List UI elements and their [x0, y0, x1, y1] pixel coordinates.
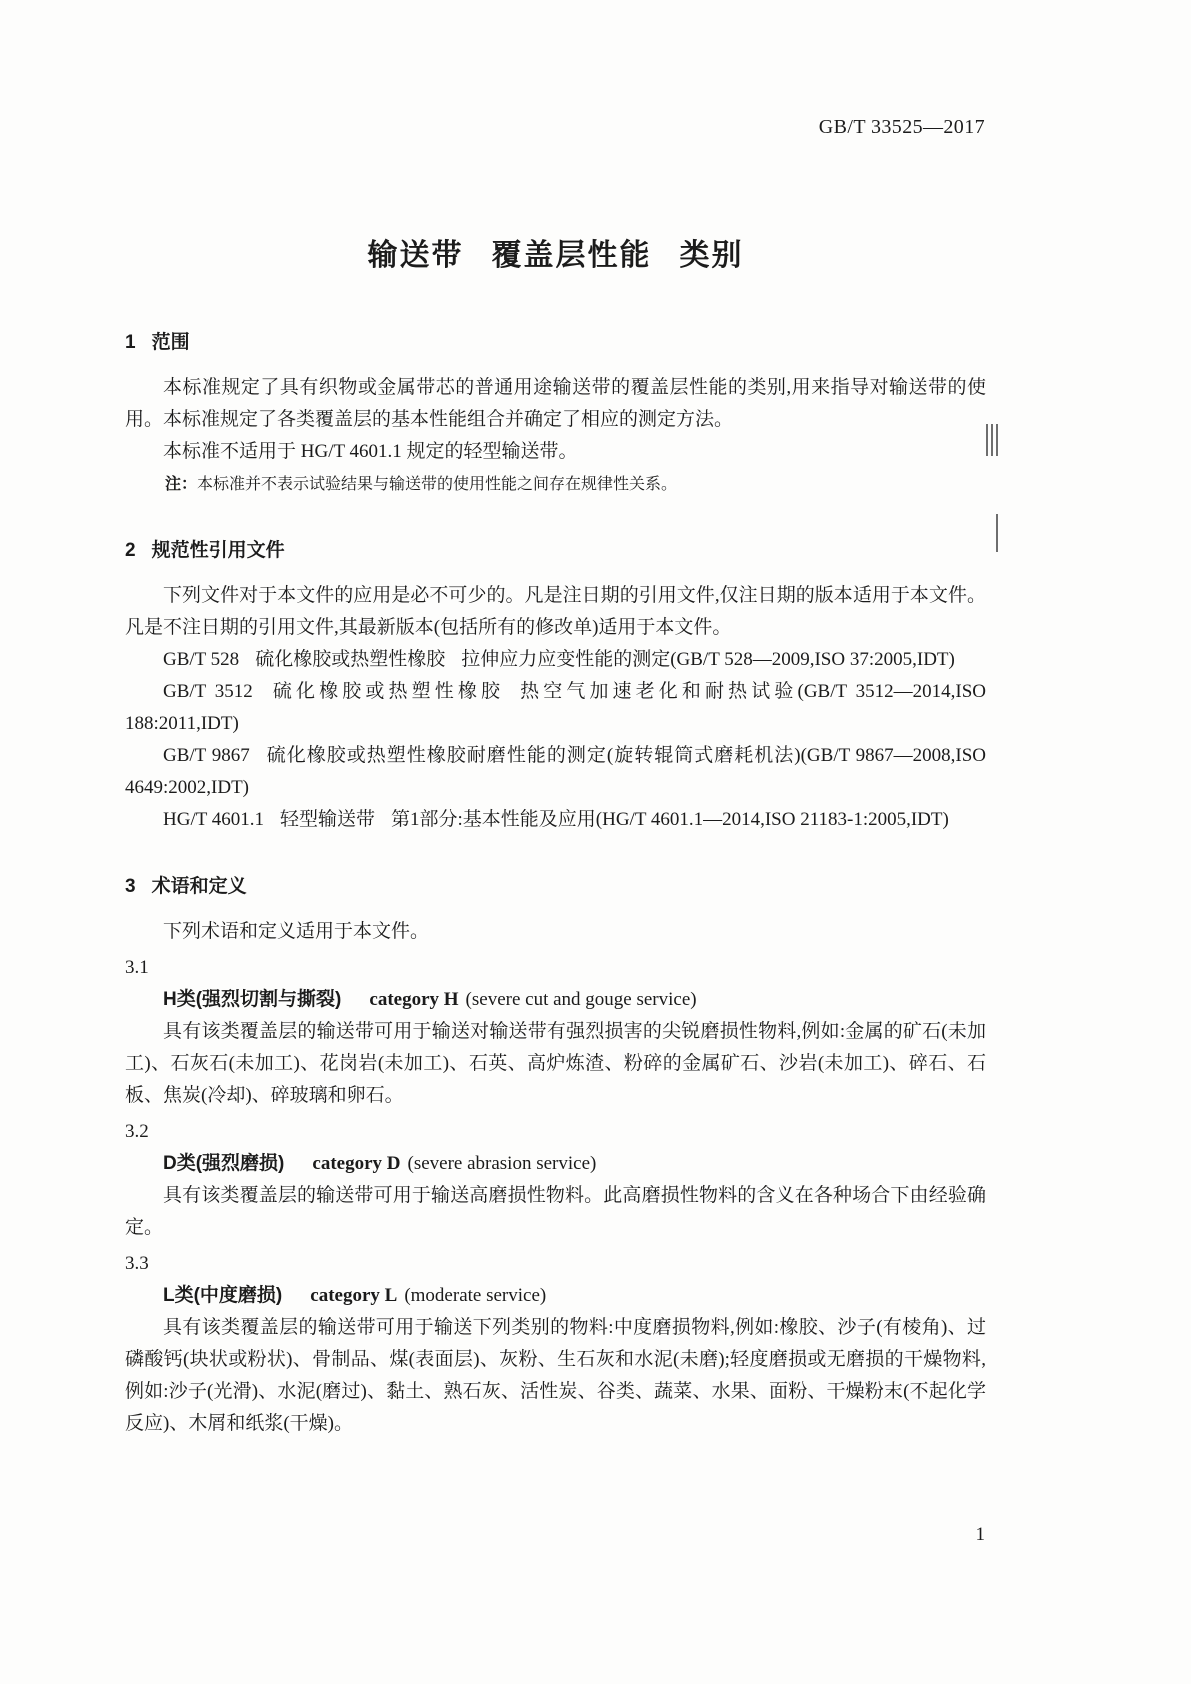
- term-number: 3.2: [125, 1121, 149, 1142]
- page-number: 1: [975, 1524, 985, 1545]
- revision-mark-icon: [996, 514, 998, 552]
- term-name-en: category D: [312, 1153, 401, 1174]
- term-name-en: category L: [310, 1285, 398, 1306]
- terms-intro: 下列术语和定义适用于本文件。: [163, 921, 430, 942]
- reference-subject: 硫化橡胶或热塑性橡胶: [268, 681, 505, 702]
- reference-code: HG/T 4601.1: [163, 809, 264, 830]
- reference-item: [125, 804, 986, 836]
- reference-item: [125, 644, 986, 676]
- term-line: [125, 1280, 986, 1312]
- term-entry: [125, 1248, 986, 1440]
- section-title: 规范性引用文件: [151, 540, 285, 561]
- term-name-zh: H类(强烈切割与撕裂): [163, 989, 342, 1010]
- section-title: 范围: [151, 332, 190, 353]
- reference-code: GB/T 9867: [163, 745, 250, 766]
- document-title: [125, 230, 986, 274]
- note-text: 本标准并不表示试验结果与输送带的使用性能之间存在规律性关系。: [197, 476, 678, 493]
- reference-code: GB/T 528: [163, 649, 240, 670]
- section-number: 3: [125, 876, 136, 897]
- note-label: 注：: [165, 476, 198, 493]
- term-definition: 具有该类覆盖层的输送带可用于输送高磨损性物料。此高磨损性物料的含义在各种场合下由经验确定。: [125, 1185, 986, 1238]
- revision-mark-icon: [991, 424, 993, 456]
- reference-subject: 轻型输送带: [279, 809, 375, 830]
- scope-paragraph-2: 本标准不适用于 HG/T 4601.1 规定的轻型输送带。: [163, 441, 578, 462]
- term-line: [125, 984, 986, 1016]
- references-intro: 下列文件对于本文件的应用是必不可少的。凡是注日期的引用文件,仅注日期的版本适用于本文件。凡是不注日期的引用文件,其最新版本(包括所有的修改单)适用于本文件。: [125, 585, 986, 638]
- term-name-en-desc: (severe abrasion service): [407, 1153, 597, 1174]
- reference-item: [125, 676, 986, 740]
- revision-mark-icon: [996, 424, 998, 456]
- reference-title: 拉伸应力应变性能的测定(GB/T 528—2009,ISO 37:2005,IDT): [461, 649, 955, 670]
- title-part: 覆盖层性能: [491, 239, 652, 273]
- title-part: 输送带: [367, 239, 464, 273]
- scope-paragraph-1: 本标准规定了具有织物或金属带芯的普通用途输送带的覆盖层性能的类别,用来指导对输送带的使用。本标准规定了各类覆盖层的基本性能组合并确定了相应的测定方法。: [125, 377, 986, 430]
- section-heading-terms: [125, 870, 986, 904]
- document-body: [125, 326, 986, 1440]
- term-entry: [125, 1116, 986, 1244]
- title-part: 类别: [679, 239, 744, 273]
- section-heading-references: [125, 534, 986, 568]
- term-number: 3.1: [125, 957, 149, 978]
- scope-note: [125, 470, 986, 500]
- term-name-zh: D类(强烈磨损): [163, 1153, 285, 1174]
- reference-title: 第1部分:基本性能及应用(HG/T 4601.1—2014,ISO 21183-1:2005,IDT): [391, 809, 949, 830]
- term-name-en: category H: [369, 989, 459, 1010]
- revision-mark-icon: [986, 424, 988, 456]
- doc-number: GB/T 33525—2017: [818, 116, 985, 138]
- reference-code: GB/T 3512: [163, 681, 253, 702]
- section-heading-scope: [125, 326, 986, 360]
- term-name-en-desc: (moderate service): [404, 1285, 547, 1306]
- term-definition: 具有该类覆盖层的输送带可用于输送对输送带有强烈损害的尖锐磨损性物料,例如:金属的矿石(未加工)、石灰石(未加工)、花岗岩(未加工)、石英、高炉炼渣、粉碎的金属矿石、沙岩(未加工)、碎石、石板、焦炭(冷却)、碎玻璃和卵石。: [125, 1021, 986, 1106]
- term-line: [125, 1148, 986, 1180]
- term-name-zh: L类(中度磨损): [163, 1285, 283, 1306]
- term-definition: 具有该类覆盖层的输送带可用于输送下列类别的物料:中度磨损物料,例如:橡胶、沙子(有棱角)、过磷酸钙(块状或粉状)、骨制品、煤(表面层)、灰粉、生石灰和水泥(未磨);轻度磨损或无磨损的干燥物料,例如:沙子(光滑)、水泥(磨过)、黏土、熟石灰、活性炭、谷类、蔬菜、水果、面粉、干燥粉末(不起化学反应)、木屑和纸浆(干燥)。: [125, 1317, 986, 1434]
- term-number: 3.3: [125, 1253, 149, 1274]
- reference-item: [125, 740, 986, 804]
- reference-subject: 硫化橡胶或热塑性橡胶: [255, 649, 446, 670]
- section-number: 1: [125, 332, 136, 353]
- term-name-en-desc: (severe cut and gouge service): [465, 989, 697, 1010]
- reference-title: 硫化橡胶或热塑性橡胶耐磨性能的测定(旋转辊筒式磨耗机法)(GB/T 9867—2008,ISO 4649:2002,IDT): [125, 745, 986, 798]
- section-title: 术语和定义: [151, 876, 247, 897]
- term-entry: [125, 952, 986, 1112]
- reference-title: 热空气加速老化和耐热试验(GB/T 3512—2014,ISO 188:2011,IDT): [125, 681, 986, 734]
- section-number: 2: [125, 540, 136, 561]
